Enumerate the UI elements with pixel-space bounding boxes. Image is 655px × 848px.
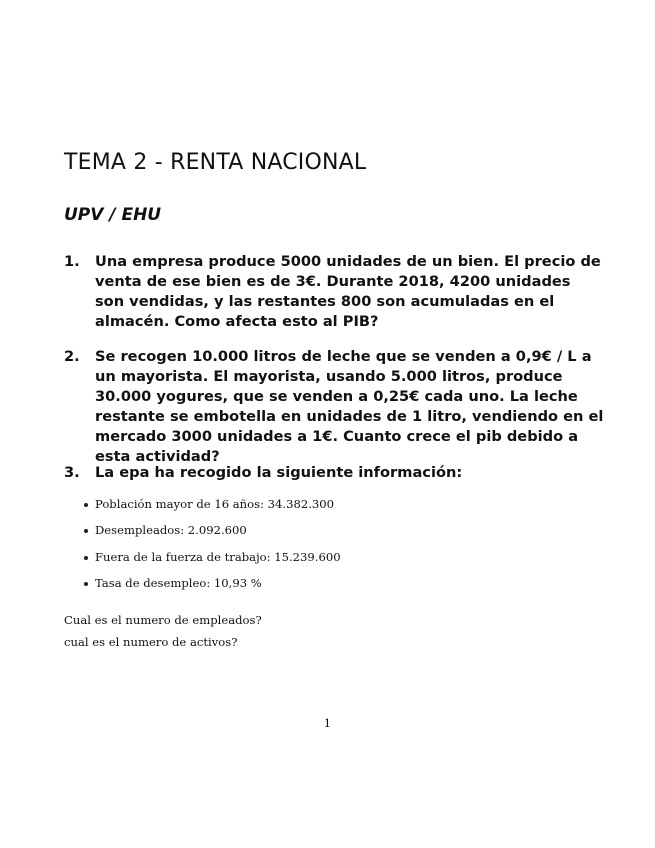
- follow-up-question: cual es el numero de activos?: [64, 635, 238, 649]
- question-number: 1.: [64, 253, 80, 270]
- question-number: 3.: [64, 464, 80, 481]
- question-3: [64, 463, 604, 483]
- question-1: [64, 252, 604, 332]
- list-item: [84, 497, 341, 523]
- page-number: 1: [323, 716, 332, 730]
- epa-data-list: [84, 497, 341, 602]
- question-2: [64, 347, 604, 467]
- list-item-text: Fuera de la fuerza de trabajo: 15.239.600: [95, 549, 341, 564]
- bullet-icon: [84, 503, 88, 507]
- list-item-text: Tasa de desempleo: 10,93 %: [95, 575, 262, 590]
- question-number: 2.: [64, 348, 80, 365]
- question-text: Una empresa produce 5000 unidades de un bien. El precio de venta de ese bien es de 3€. Durante 2018, 4200 unidades son vendidas, y las restantes 800 son acumuladas en el almacén. Como afecta esto al PIB?: [95, 253, 601, 330]
- list-item: [84, 576, 341, 602]
- follow-up-question: Cual es el numero de empleados?: [64, 613, 262, 627]
- document-subtitle: UPV / EHU: [64, 205, 162, 225]
- list-item-text: Desempleados: 2.092.600: [95, 523, 247, 538]
- document-title: TEMA 2 - RENTA NACIONAL: [64, 150, 367, 175]
- bullet-icon: [84, 529, 88, 533]
- question-text: La epa ha recogido la siguiente información:: [95, 464, 463, 481]
- bullet-icon: [84, 556, 88, 560]
- question-text: Se recogen 10.000 litros de leche que se venden a 0,9€ / L a un mayorista. El mayorista, usando 5.000 litros, produce 30.000 yogures, que se venden a 0,25€ cada uno. La leche restante se embotella en unidades de 1 litro, vendiendo en el mercado 3000 unidades a 1€. Cuanto crece el pib debido a esta actividad?: [95, 348, 604, 465]
- bullet-icon: [84, 582, 88, 586]
- list-item-text: Población mayor de 16 años: 34.382.300: [95, 497, 335, 511]
- list-item: [84, 550, 341, 576]
- list-item: [84, 523, 341, 549]
